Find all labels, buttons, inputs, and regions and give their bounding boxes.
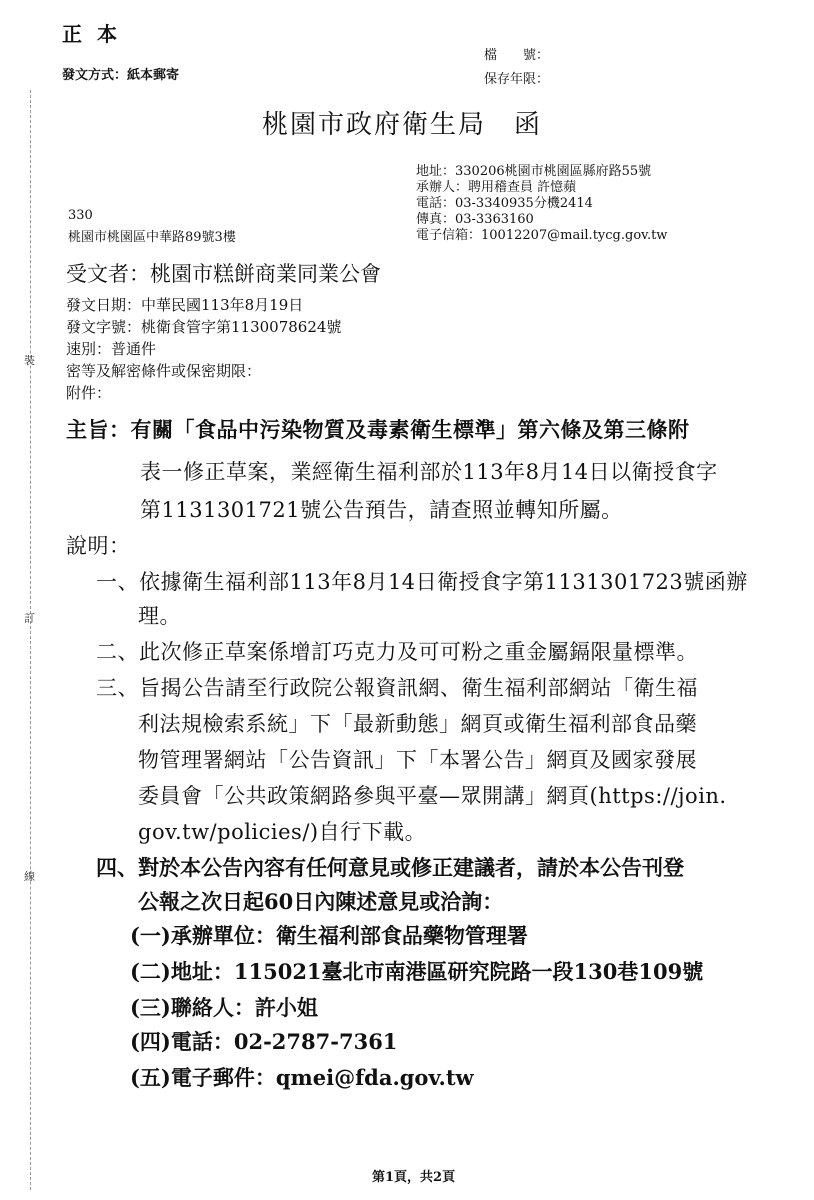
item-3-line: gov.tw/policies/)自行下載。 — [138, 820, 427, 844]
item-3-line: 委員會「公共政策網路參與平臺—眾開講」網頁(https://join. — [138, 784, 727, 808]
binding-mark-zhuang: 裝 — [24, 354, 35, 367]
attachments: 附件： — [66, 384, 112, 402]
sender-phone: 電話：03-3340935分機2414 — [416, 196, 593, 211]
file-number-label: 檔 號： — [484, 48, 550, 63]
item-1-line: 理。 — [138, 604, 181, 628]
sender-fax: 傳真：03-3363160 — [416, 212, 534, 227]
subitem-address: (二)地址：115021臺北市南港區研究院路一段130巷109號 — [130, 959, 704, 984]
subitem-unit: (一)承辦單位：衛生福利部食品藥物管理署 — [130, 923, 528, 948]
recipient-postal-code: 330 — [68, 208, 93, 223]
urgency: 速別：普通件 — [66, 340, 157, 358]
binding-mark-ding: 訂 — [24, 612, 35, 625]
subitem-email: (五)電子郵件：qmei@fda.gov.tw — [130, 1065, 474, 1090]
sender-contact-person: 承辦人：聘用稽查員 許憶蘋 — [416, 180, 577, 195]
binding-mark-xian: 線 — [24, 870, 35, 883]
recipient: 受文者：桃園市糕餅商業同業公會 — [66, 262, 381, 286]
subject-line: 主旨：有關「食品中污染物質及毒素衛生標準」第六條及第三條附 — [66, 417, 690, 442]
explanation-label: 說明： — [66, 534, 131, 558]
subject-line: 第1131301721號公告預告，請查照並轉知所屬。 — [140, 498, 623, 522]
copy-mark: 正 本 — [62, 22, 121, 46]
item-4-line: 公報之次日起60日內陳述意見或洽詢： — [138, 889, 504, 914]
recipient-address: 桃園市桃園區中華路89號3樓 — [68, 230, 236, 245]
page-number: 第1頁，共2頁 — [372, 1170, 456, 1185]
dispatch-number: 發文字號：桃衛食管字第1130078624號 — [66, 318, 342, 336]
dispatch-method: 發文方式：紙本郵寄 — [62, 68, 180, 83]
subitem-phone: (四)電話：02-2787-7361 — [130, 1029, 398, 1054]
binding-line — [30, 90, 31, 1190]
item-3-line: 物管理署網站「公告資訊」下「本署公告」網頁及國家發展 — [138, 748, 697, 772]
sender-email: 電子信箱：10012207@mail.tycg.gov.tw — [416, 228, 668, 243]
retention-period-label: 保存年限： — [484, 72, 550, 87]
item-2-line: 二、此次修正草案係增訂巧克力及可可粉之重金屬鎘限量標準。 — [96, 640, 698, 664]
document-title: 桃園市政府衛生局 函 — [262, 110, 543, 140]
item-3-line: 利法規檢索系統」下「最新動態」網頁或衛生福利部食品藥 — [138, 712, 697, 736]
confidentiality: 密等及解密條件或保密期限： — [66, 362, 262, 380]
subitem-contact-person: (三)聯絡人：許小姐 — [130, 995, 318, 1020]
item-4-line: 四、對於本公告內容有任何意見或修正建議者，請於本公告刊登 — [96, 855, 684, 880]
item-1-line: 一、依據衛生福利部113年8月14日衛授食字第1131301723號函辦 — [96, 570, 748, 594]
item-3-line: 三、旨揭公告請至行政院公報資訊網、衛生福利部網站「衛生福 — [96, 676, 698, 700]
sender-address: 地址：330206桃園市桃園區縣府路55號 — [416, 164, 652, 179]
subject-line: 表一修正草案，業經衛生福利部於113年8月14日以衛授食字 — [140, 460, 718, 484]
dispatch-date: 發文日期：中華民國113年8月19日 — [66, 296, 304, 314]
